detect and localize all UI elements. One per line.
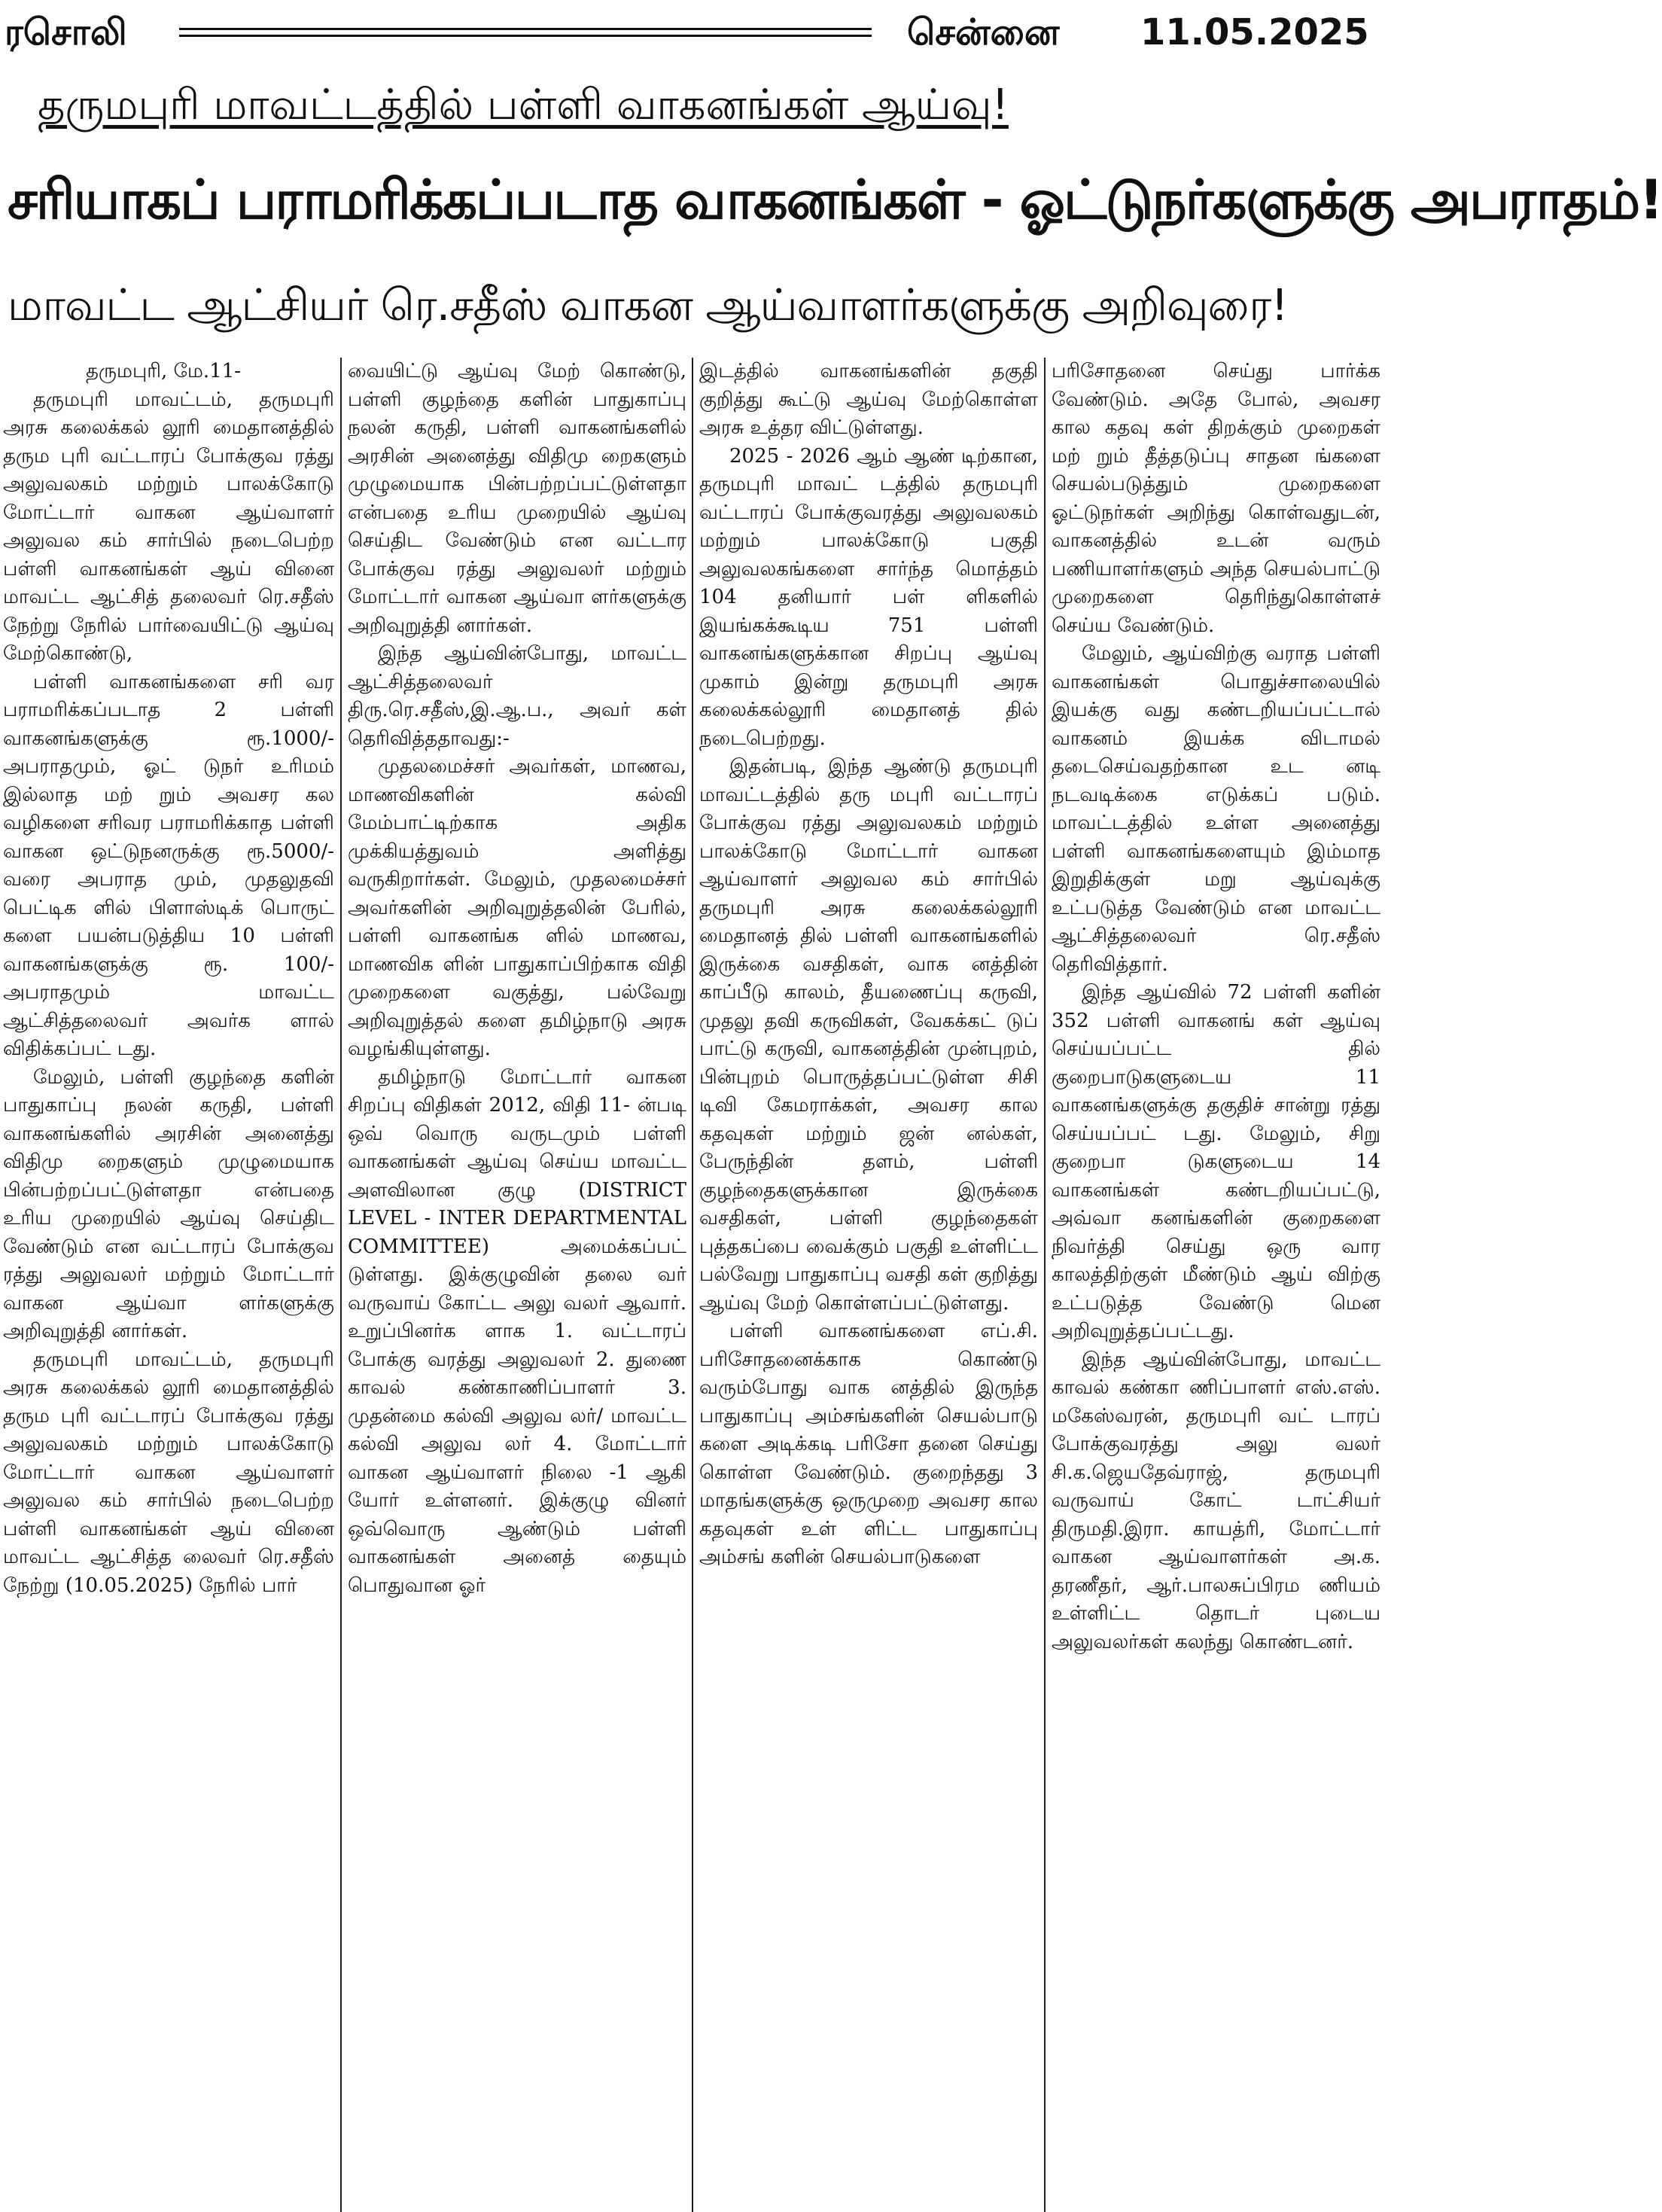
column-divider xyxy=(692,358,693,2212)
text-column-2 xyxy=(348,358,686,2212)
article-headline: சரியாகப் பராமரிக்கப்படாத வாகனங்கள் - ஓட்டுநர்களுக்கு அபராதம்! xyxy=(8,168,1662,231)
paragraph: இடத்தில் வாகனங்களின் தகுதி குறித்து கூட்டு ஆய்வு மேற்கொள்ள அரசு உத்தர விட்டுள்ளது. xyxy=(699,360,1038,439)
article-body xyxy=(3,358,1380,2212)
masthead-rule xyxy=(179,28,872,37)
paragraph: இந்த ஆய்வில் 72 பள்ளி களின் 352 பள்ளி வாகனங் கள் ஆய்வு செய்யப்பட்ட தில் குறைபாடுகளுடைய 11 வாகனங்களுக்கு தகுதிச் சான்று ரத்து செய்யப்பட் டது. மேலும், சிறு குறைபா டுகளுடைய 14 வாகனங்கள் கண்டறியப்பட்டு, அவ்வா கனங்களின் குறைகளை நிவர்த்தி செய்து ஒரு வார காலத்திற்குள் மீண்டும் ஆய் விற்கு உட்படுத்த வேண்டு மென அறிவுறுத்தப்பட்டது. xyxy=(1052,981,1380,1342)
paragraph: பரிசோதனை செய்து பார்க்க வேண்டும். அதே போல், அவசர கால கதவு கள் திறக்கும் முறைகள் மற் றும் தீத்தடுப்பு சாதன ங்களை செயல்படுத்தும் முறைகளை ஓட்டுநர்கள் அறிந்து கொள்வதுடன், வாகனத்தில் உடன் வரும் பணியாளர்களும் அந்த செயல்பாட்டு முறைகளை தெரிந்துகொள்ளச் செய்ய வேண்டும். xyxy=(1052,360,1380,637)
paragraph: இதன்படி, இந்த ஆண்டு தருமபுரி மாவட்டத்தில் தரு மபுரி வட்டாரப் போக்குவ ரத்து அலுவலகம் மற்றும் பாலக்கோடு மோட்டார் வாகன ஆய்வாளர் அலுவல கம் சார்பில் தருமபுரி அரசு கலைக்கல்லூரி மைதானத் தில் பள்ளி வாகனங்களில் இருக்கை வசதிகள், வாக னத்தின் காப்பீடு காலம், தீயணைப்பு கருவி, முதலு தவி கருவிகள், வேகக்கட் டுப் பாட்டு கருவி, வாகனத்தின் முன்புறம், பின்புறம் பொருத்தப்பட்டுள்ள சிசி டிவி கேமராக்கள், அவசர கால கதவுகள் மற்றும் ஜன் னல்கள், பேருந்தின் தளம், பள்ளி குழந்தைகளுக்கான இருக்கை வசதிகள், பள்ளி குழந்தைகள் புத்தகப்பை வைக்கும் பகுதி உள்ளிட்ட பல்வேறு பாதுகாப்பு வசதி கள் குறித்து ஆய்வு மேற் கொள்ளப்பட்டுள்ளது. xyxy=(699,755,1038,1315)
paragraph: மேலும், ஆய்விற்கு வராத பள்ளி வாகனங்கள் பொதுச்சாலையில் இயக்கு வது கண்டறியப்பட்டால் வாகனம் இயக்க விடாமல் தடைசெய்வதற்கான உட னடி நடவடிக்கை எடுக்கப் படும். மாவட்டத்தில் உள்ள அனைத்து பள்ளி வாகனங்களையும் இம்மாத இறுதிக்குள் மறு ஆய்வுக்கு உட்படுத்த வேண்டும் என மாவட்ட ஆட்சித்தலைவர் ரெ.சதீஸ் தெரிவித்தார். xyxy=(1052,642,1380,976)
masthead xyxy=(0,0,1383,65)
column-divider xyxy=(1044,358,1046,2212)
paragraph: மேலும், பள்ளி குழந்தை களின் பாதுகாப்பு நலன் கருதி, பள்ளி வாகனங்களில் அரசின் அனைத்து விதிமு றைகளும் முழுமையாக பின்பற்றப்பட்டுள்ளதா என்பதை உரிய முறையில் ஆய்வு செய்திட வேண்டும் என வட்டாரப் போக்குவ ரத்து அலுவலர் மற்றும் மோட்டார் வாகன ஆய்வா ளர்களுக்கு அறிவுறுத்தி னார்கள். xyxy=(3,1065,334,1342)
paragraph: 2025 - 2026 ஆம் ஆண் டிற்கான, தருமபுரி மாவட் டத்தில் தருமபுரி வட்டாரப் போக்குவரத்து அலுவலகம் மற்றும் பாலக்கோடு பகுதி அலுவலகங்களை சார்ந்த மொத்தம் 104 தனியார் பள் ளிகளில் இயங்கக்கூடிய 751 பள்ளி வாகனங்களுக்கான சிறப்பு ஆய்வு முகாம் இன்று தருமபுரி அரசு கலைக்கல்லூரி மைதானத் தில் நடைபெற்றது. xyxy=(699,444,1038,750)
text-column-4 xyxy=(1052,358,1380,2212)
article-kicker: தருமபுரி மாவட்டத்தில் பள்ளி வாகனங்கள் ஆய்வு! xyxy=(38,81,1009,129)
edition-date: 11.05.2025 xyxy=(1140,11,1369,53)
paragraph: தருமபுரி மாவட்டம், தருமபுரி அரசு கலைக்கல் லூரி மைதானத்தில் தரும புரி வட்டாரப் போக்குவ ரத்து அலுவலகம் மற்றும் பாலக்கோடு மோட்டார் வாகன ஆய்வாளர் அலுவல கம் சார்பில் நடைபெற்ற பள்ளி வாகனங்கள் ஆய் வினை மாவட்ட ஆட்சித்த லைவர் ரெ.சதீஸ் நேற்று (10.05.2025) நேரில் பார் xyxy=(3,1348,334,1597)
text-column-3 xyxy=(699,358,1038,2212)
paragraph: பள்ளி வாகனங்களை சரி வர பராமரிக்கப்படாத 2 பள்ளி வாகனங்களுக்கு ரூ.1000/- அபராதமும், ஓட் டுநர் உரிமம் இல்லாத மற் றும் அவசர கல வழிகளை சரிவர பராமரிக்காத பள்ளி வாகன ஒட்டுநனருக்கு ரூ.5000/- வரை அபராத மும், முதலுதவி பெட்டிக ளில் பிளாஸ்டிக் பொருட் களை பயன்படுத்திய 10 பள்ளி வாகனங்களுக்கு ரூ. 100/- அபராதமும் மாவட்ட ஆட்சித்தலைவர் அவர்க ளால் விதிக்கப்பட் டது. xyxy=(3,670,334,1060)
paragraph: இந்த ஆய்வின்போது, மாவட்ட காவல் கண்கா ணிப்பாளர் எஸ்.எஸ். மகேஸ்வரன், தருமபுரி வட் டாரப் போக்குவரத்து அலு வலர் சி.க.ஜெயதேவ்ராஜ், தருமபுரி வருவாய் கோட் டாட்சியர் திருமதி.இரா. காயத்ரி, மோட்டார் வாகன ஆய்வாளர்கள் அ.க. தரணீதர், ஆர்.பாலசுப்பிரம ணியம் உள்ளிட்ட தொடர் புடைய அலுவலர்கள் கலந்து கொண்டனர். xyxy=(1052,1348,1380,1653)
column-divider xyxy=(340,358,342,2212)
paragraph: இந்த ஆய்வின்போது, மாவட்ட ஆட்சித்தலைவர் திரு.ரெ.சதீஸ்,இ.ஆ.ப., அவர் கள் தெரிவித்ததாவது:- xyxy=(348,642,686,750)
edition-city: சென்னை xyxy=(907,11,1060,53)
paragraph: தமிழ்நாடு மோட்டார் வாகன சிறப்பு விதிகள் 2012, விதி 11- ன்படி ஒவ் வொரு வருடமும் பள்ளி வாகனங்கள் ஆய்வு செய்ய மாவட்ட அளவிலான குழு (DISTRICT LEVEL - INTER DEPARTMENTAL COMMITTEE) அமைக்கப்பட் டுள்ளது. இக்குழுவின் தலை வர் வருவாய் கோட்ட அலு வலர் ஆவார். உறுப்பினர்க ளாக 1. வட்டாரப் போக்கு வரத்து அலுவலர் 2. துணை காவல் கண்காணிப்பாளர் 3. முதன்மை கல்வி அலுவ லர்/ மாவட்ட கல்வி அலுவ லர் 4. மோட்டார் வாகன ஆய்வாளர் நிலை -1 ஆகி யோர் உள்ளனர். இக்குழு வினர் ஒவ்வொரு ஆண்டும் பள்ளி வாகனங்கள் அனைத் தையும் பொதுவான ஓர் xyxy=(348,1065,686,1597)
paragraph: முதலமைச்சர் அவர்கள், மாணவ, மாணவிகளின் கல்வி மேம்பாட்டிற்காக அதிக முக்கியத்துவம் அளித்து வருகிறார்கள். மேலும், முதலமைச்சர் அவர்களின் அறிவுறுத்தலின் பேரில், பள்ளி வாகனங்க ளில் மாணவ, மாணவிக ளின் பாதுகாப்பிற்காக விதி முறைகளை வகுத்து, பல்வேறு அறிவுறுத்தல் களை தமிழ்நாடு அரசு வழங்கியுள்ளது. xyxy=(348,755,686,1060)
dateline: தருமபுரி, மே.11- xyxy=(86,360,242,382)
text-column-1 xyxy=(3,358,334,2212)
paragraph: பள்ளி வாகனங்களை எப்.சி. பரிசோதனைக்காக கொண்டு வரும்போது வாக னத்தில் இருந்த பாதுகாப்பு அம்சங்களின் செயல்பாடு களை அடிக்கடி பரிசோ தனை செய்து கொள்ள வேண்டும். குறைந்தது 3 மாதங்களுக்கு ஒருமுறை அவசர கால கதவுகள் உள் ளிட்ட பாதுகாப்பு அம்சங் களின் செயல்பாடுகளை xyxy=(699,1320,1038,1568)
article-subhead: மாவட்ட ஆட்சியர் ரெ.சதீஸ் வாகன ஆய்வாளர்களுக்கு அறிவுரை! xyxy=(8,279,1288,331)
newspaper-name: ரசொலி xyxy=(5,11,127,53)
paragraph: தருமபுரி மாவட்டம், தருமபுரி அரசு கலைக்கல் லூரி மைதானத்தில் தரும புரி வட்டாரப் போக்குவ ரத்து அலுவலகம் மற்றும் பாலக்கோடு மோட்டார் வாகன ஆய்வாளர் அலுவல கம் சார்பில் நடைபெற்ற பள்ளி வாகனங்கள் ஆய் வினை மாவட்ட ஆட்சித் தலைவர் ரெ.சதீஸ் நேற்று நேரில் பார்வையிட்டு ஆய்வு மேற்கொண்டு, xyxy=(3,388,334,665)
paragraph: வையிட்டு ஆய்வு மேற் கொண்டு, பள்ளி குழந்தை களின் பாதுகாப்பு நலன் கருதி, பள்ளி வாகனங்களில் அரசின் அனைத்து விதிமு றைகளும் முழுமையாக பின்பற்றப்பட்டுள்ளதா என்பதை உரிய முறையில் ஆய்வு செய்திட வேண்டும் என வட்டார போக்குவ ரத்து அலுவலர் மற்றும் மோட்டார் வாகன ஆய்வா ளர்களுக்கு அறிவுறுத்தி னார்கள். xyxy=(348,360,686,637)
